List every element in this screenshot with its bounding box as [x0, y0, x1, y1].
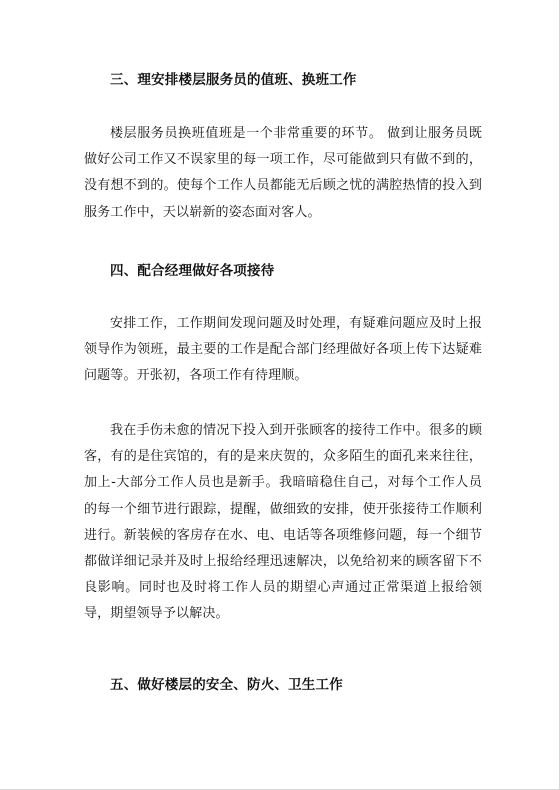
- section-heading-reception: 四、配合经理做好各项接待: [110, 263, 275, 279]
- section-heading-safety: 五、做好楼层的安全、防火、卫生工作: [110, 677, 343, 693]
- paragraph-reception-arrangement: 安排工作，工作期间发现问题及时处理，有疑难问题应及时上报领导作为领班，最主要的工作是配合部门经理做好各项上传下达疑难问题等。开张初，各项工作有待理顺。: [84, 316, 482, 384]
- paragraph-reception-opening: 我在手伤未愈的情况下投入到开张顾客的接待工作中。很多的顾客，有的是住宾馆的，有的是来庆贺的，众多陌生的面孔来来往往，加上-大部分工作人员也是新手。我暗暗稳住自己，对每个工作人员的每一个细节进行跟踪，提醒，做细致的安排，使开张接待工作顺利进行。新装候的客房存在水、电、电话等各项维修问题，每一个细节都做详细记录并及时上报给经理迅速解决，以免给初来的顾客留下不良影响。同时也及时将工作人员的期望心声通过正常渠道上报给领导，期望领导予以解决。: [84, 423, 482, 622]
- section-heading-duty-shift: 三、理安排楼层服务员的值班、换班工作: [110, 72, 357, 88]
- paragraph-duty-shift: 楼层服务员换班值班是一个非常重要的环节。 做到让服务员既做好公司工作又不误家里的每一项工作，尽可能做到只有做不到的，没有想不到的。使每个工作人员都能无后顾之忧的满腔热情的投入到服务工作中，天以崭新的姿态面对客人。: [84, 126, 482, 220]
